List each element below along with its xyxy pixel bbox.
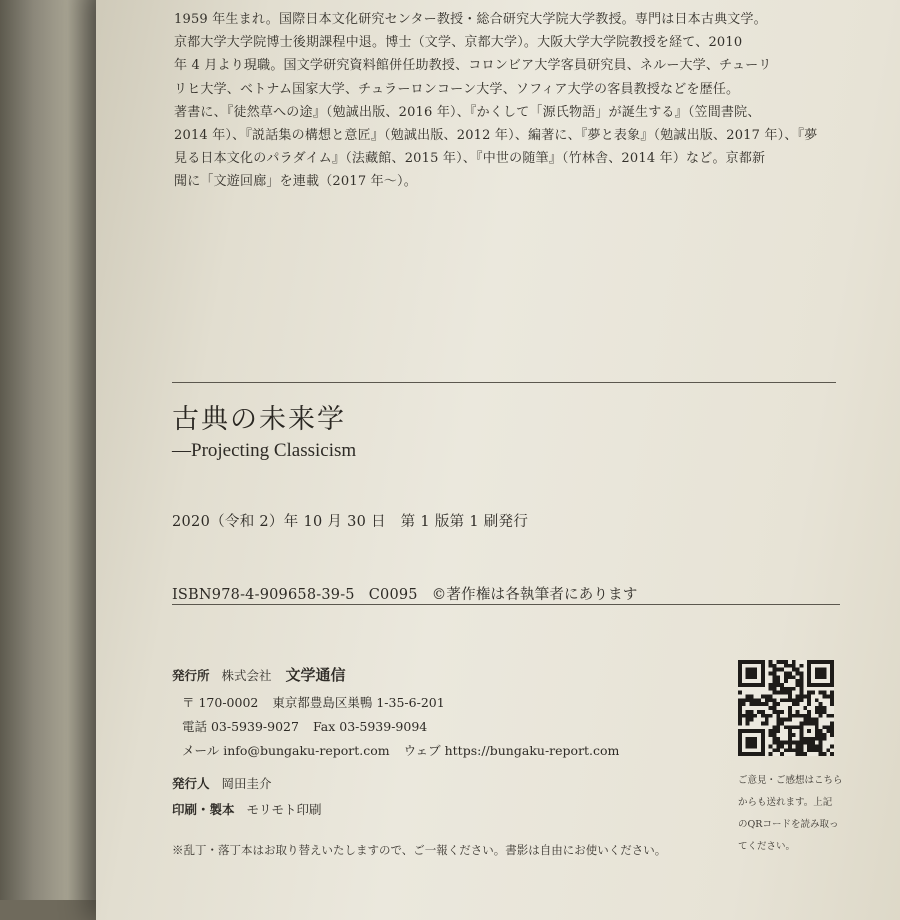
replacement-notice: ※乱丁・落丁本はお取り替えいたしますので、ご一報ください。書影は自由にお使いください。 [172,843,667,857]
issuer-name: 岡田圭介 [221,776,272,791]
qr-caption-line: のQRコードを読み取っ [738,819,839,830]
qr-caption-line: からも送れます。上記 [738,797,833,808]
bio-line: 見る日本文化のパラダイム』（法藏館、2015 年）、『中世の随筆』（竹林舎、2014 年）など。京都新 [174,151,766,167]
mail-label: メール [182,743,220,758]
bio-line: 年 4 月より現職。国文学研究資料館併任助教授、コロンビア大学客員研究員、ネルー大学、チューリ [174,58,772,74]
bio-line: リヒ大学、ベトナム国家大学、チュラーロンコーン大学、ソフィア大学の客員教授などを歴任。 [174,81,740,97]
fax-number: Fax 03-5939-9094 [312,719,428,734]
web-url[interactable]: https://bungaku-report.com [444,743,620,758]
web-label: ウェブ [403,743,441,758]
contact-line [182,717,427,735]
bio-line: 1959 年生まれ。国際日本文化研究センター教授・総合研究大学院大学教授。専門は日本古典文学。 [174,12,767,27]
publisher-name: 文学通信 [285,666,346,684]
bio-line: 著書に、『徒然草への途』（勉誠出版、2016 年）、『かくして「源氏物語」が誕生する』（笠間書院、 [174,104,761,120]
divider-top [172,382,836,383]
publisher-label: 発行所 [172,668,210,683]
edition-date: 2020（令和 2）年 10 月 30 日 第 1 版第 1 刷発行 [172,514,529,530]
issuer-label: 発行人 [172,776,210,791]
isbn-number: ISBN978-4-909658-39-5 [172,587,355,603]
copyright-note: ©著作権は各執筆者にあります [431,587,638,603]
bio-line: 聞に「文遊回廊」を連載（2017 年〜）。 [174,174,417,190]
book-title: 古典の未来学 [172,404,346,435]
bio-line: 2014 年）、『説話集の構想と意匠』（勉誠出版、2012 年）、編著に、『夢と表象』（勉誠出版、2017 年）、『夢 [174,128,818,144]
book-subtitle: —Projecting Classicism [172,440,357,461]
mail-address[interactable]: info@bungaku-report.com [223,743,390,758]
author-biography [174,8,834,194]
isbn-line [172,583,652,604]
classification-code: C0095 [368,587,418,603]
issuer-line [172,774,272,792]
qr-code-icon[interactable] [738,660,834,756]
publisher-line [172,664,346,685]
phone-number: 電話 03-5939-9027 [182,719,299,734]
printing-line [172,800,322,818]
qr-caption-line: ご意見・ご感想はこちら [738,775,843,786]
bio-line: 京都大学大学院博士後期課程中退。博士（文学、京都大学）。大阪大学大学院教授を経て、2010 [174,35,743,51]
printing-label: 印刷・製本 [172,802,235,817]
printer-name: モリモト印刷 [246,802,322,817]
online-line [182,741,619,759]
company-prefix: 株式会社 [221,668,272,683]
street-address: 東京都豊島区巣鴨 1-35-6-201 [272,695,445,710]
qr-caption-line: てください。 [738,841,796,852]
divider-bottom [172,604,840,605]
postal-code: 〒 170-0002 [182,695,259,710]
qr-caption [738,770,848,858]
address-line [182,693,445,711]
book-gutter [0,0,96,900]
